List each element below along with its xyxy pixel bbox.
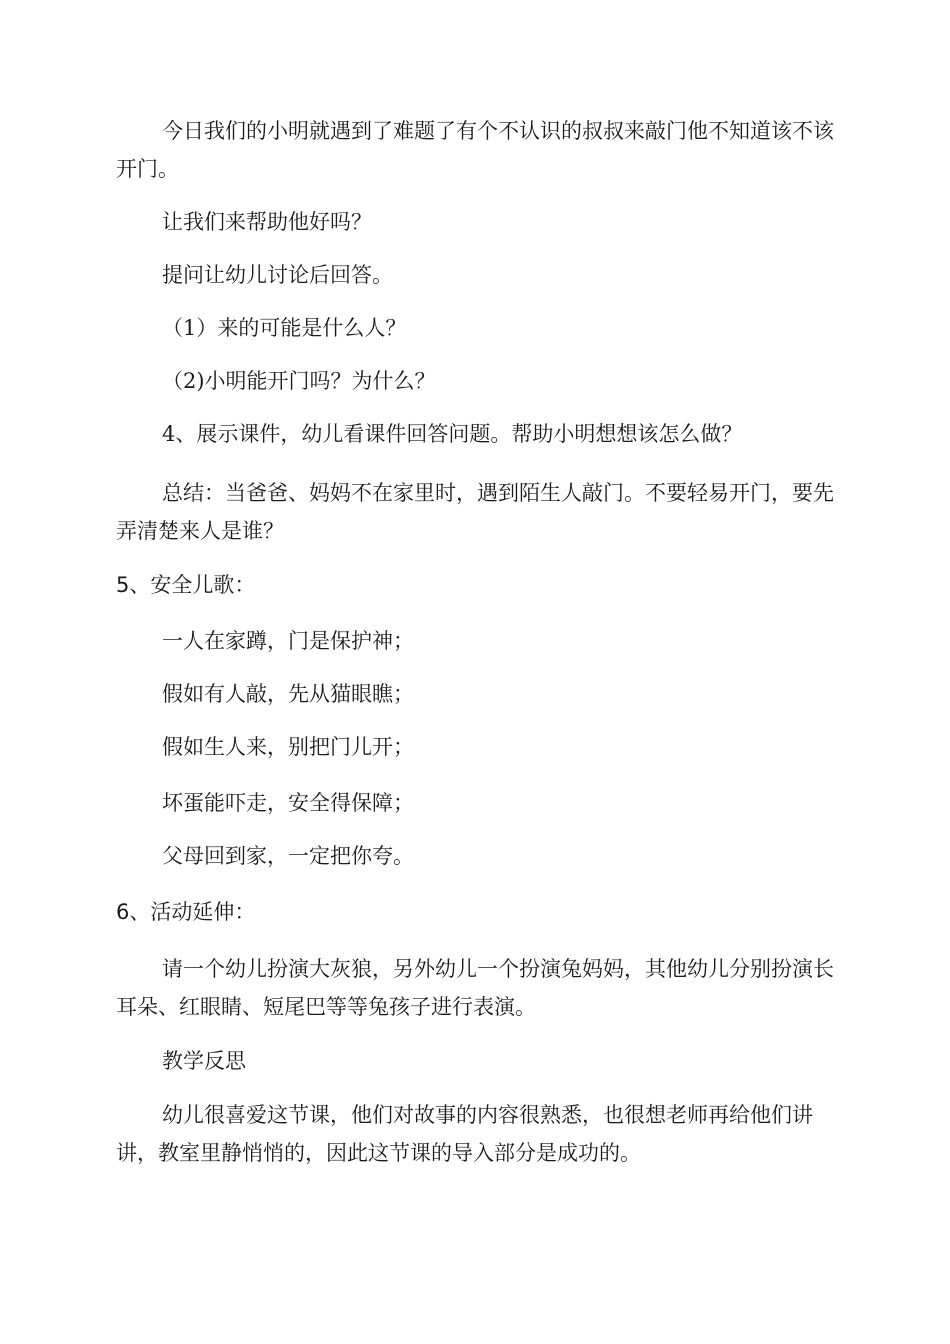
section-6-number: 6	[116, 900, 130, 924]
section-5-title: 、安全儿歌：	[129, 573, 256, 597]
section-6-heading	[116, 893, 836, 931]
song-line-5: 父母回到家，一定把你夸。	[162, 844, 414, 868]
reflection-title: 教学反思	[162, 1049, 246, 1073]
paragraph-summary: 总结：当爸爸、妈妈不在家里时，遇到陌生人敲门。不要轻易开门，要先弄清楚来人是谁？	[116, 481, 834, 543]
song-line-4: 坏蛋能吓走，安全得保障；	[162, 791, 414, 815]
section-6-title: 、活动延伸：	[129, 900, 256, 924]
section-5-heading	[116, 566, 836, 604]
song-line-2: 假如有人敲，先从猫眼瞧；	[162, 682, 414, 706]
question-1: （1）来的可能是什么人？	[162, 316, 407, 340]
song-line-1: 一人在家蹲，门是保护神；	[162, 629, 414, 653]
paragraph-step4: 4、展示课件，幼儿看课件回答问题。帮助小明想想该怎么做？	[162, 422, 743, 446]
paragraph-extension: 请一个幼儿扮演大灰狼，另外幼儿一个扮演兔妈妈，其他幼儿分别扮演长耳朵、红眼睛、短尾巴等等兔孩子进行表演。	[116, 957, 834, 1019]
paragraph-help: 让我们来帮助他好吗？	[162, 210, 372, 234]
question-2: （2)小明能开门吗？为什么？	[162, 369, 436, 393]
paragraph-reflection: 幼儿很喜爱这节课，他们对故事的内容很熟悉，也很想老师再给他们讲讲，教室里静悄悄的，因此这节课的导入部分是成功的。	[116, 1103, 813, 1165]
song-line-3: 假如生人来，别把门儿开；	[162, 735, 414, 759]
paragraph-intro: 今日我们的小明就遇到了难题了有个不认识的叔叔来敲门他不知道该不该开门。	[116, 119, 834, 181]
section-5-number: 5	[116, 573, 130, 597]
paragraph-ask: 提问让幼儿讨论后回答。	[162, 263, 393, 287]
